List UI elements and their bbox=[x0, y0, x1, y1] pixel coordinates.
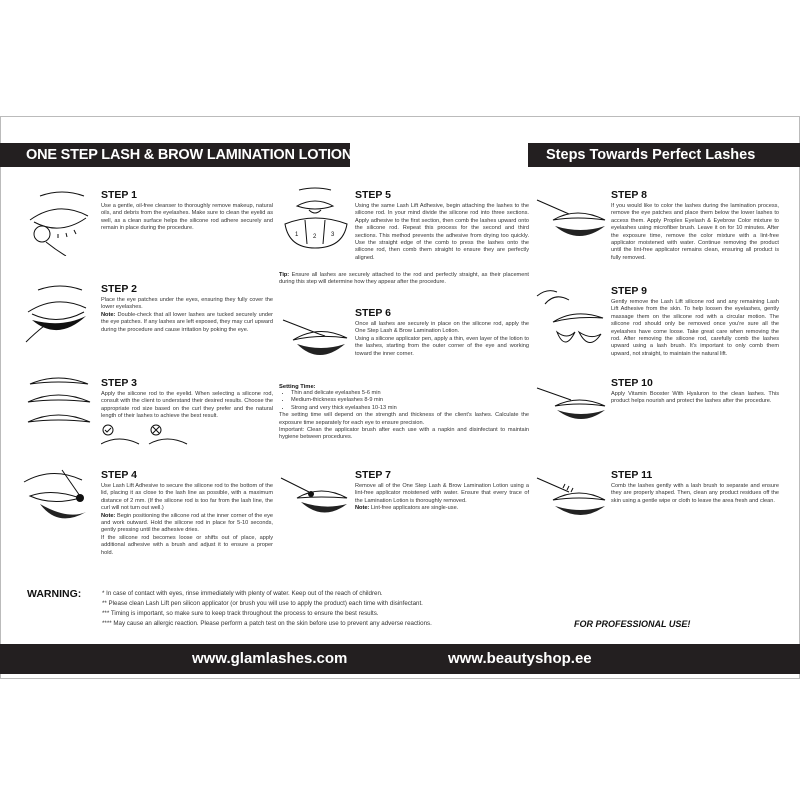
cleansing-eye-illustration bbox=[22, 186, 96, 256]
step-3-title: STEP 3 bbox=[101, 377, 137, 389]
rod-section-1: 1 bbox=[295, 232, 299, 238]
step-5-text: Using the same Lash Lift Adhesive, begin attaching the lashes to the silicone rod. In your mind divide the silicone rod into three sections. Apply adhesive to the first section, then comb the lashes upward onto the silicone rod. Repeat this process for the second and third sections. This method prevents the adhesive from drying too quickly. Use the straight edge of the comb to press the lashes onto the silicone rod, then comb them straight to ensure they are perfectly aligned. bbox=[355, 203, 529, 261]
adhesive-application-illustration bbox=[22, 466, 96, 542]
rod-removal-illustration bbox=[535, 282, 609, 352]
step-1 bbox=[22, 186, 272, 266]
step-6-important: Important: Clean the applicator brush after each use with a napkin and disinfectant to maintain hygiene between procedures. bbox=[279, 427, 529, 441]
lash-coloring-illustration bbox=[535, 186, 609, 252]
step-10-text: Apply Vitamin Booster With Hyaluron to the clean lashes. This product helps nourish and protect the lashes after the procedure. bbox=[611, 391, 779, 405]
lotion-removal-illustration bbox=[279, 466, 353, 532]
step-7-note: Lint-free applicators are single-use. bbox=[370, 505, 459, 512]
step-6-text: Once all lashes are securely in place on the silicone rod, apply the One Step Lash & Brow Lamination Lotion. bbox=[355, 321, 529, 335]
rod-sections-illustration bbox=[279, 186, 353, 256]
step-7 bbox=[279, 466, 529, 546]
step-2-note-label: Note: bbox=[101, 311, 116, 318]
step-2 bbox=[22, 280, 272, 360]
step-5-tip-label: Tip: bbox=[279, 272, 290, 278]
warning-item: * In case of contact with eyes, rinse immediately with plenty of water. Keep out of the reach of children. bbox=[102, 590, 383, 597]
setting-time-item: • Thin and delicate eyelashes 5-6 min bbox=[291, 390, 529, 397]
step-2-text: Place the eye patches under the eyes, ensuring they fully cover the lower eyelashes. bbox=[101, 297, 273, 311]
step-10-title: STEP 10 bbox=[611, 377, 653, 389]
product-title: ONE STEP LASH & BROW LAMINATION LOTION bbox=[0, 143, 350, 167]
step-2-note: Double-check that all lower lashes are tucked securely under the eye patches. If any lashes are left exposed, they may curl upward during the procedure and cause irritation by poking the eye. bbox=[101, 311, 273, 333]
step-3-text: Apply the silicone rod to the eyelid. When selecting a silicone rod, consult with the client to understand their desired results. Choose the appropriate rod size based on the curl they prefer and the natural length of their lashes to achieve the best result. bbox=[101, 391, 273, 420]
step-4-text: Use Lash Lift Adhesive to secure the silicone rod to the bottom of the lid, placing it as close to the lash line as possible, with a maximum distance of 2 mm. (If the silicone rod is too far from the lash line, the curl will not turn out well.) bbox=[101, 483, 273, 512]
warning-item: *** Timing is important, so make sure to keep track throughout the process to ensure the best results. bbox=[102, 610, 379, 617]
footer-bar bbox=[0, 644, 800, 674]
warning-list bbox=[102, 589, 432, 629]
step-4-note-label: Note: bbox=[101, 512, 116, 519]
warning-label: WARNING: bbox=[27, 588, 82, 600]
lash-combing-illustration bbox=[535, 466, 609, 530]
correct-check-icon bbox=[103, 425, 113, 435]
warning-item: ** Please clean Lash Lift pen silicon applicator (or brush you will use to apply the product) each time with disinfectant. bbox=[102, 600, 423, 607]
warning-item: **** May cause an allergic reaction. Please perform a patch test on the skin before use to prevent any adverse reactions. bbox=[102, 620, 432, 627]
step-10 bbox=[535, 374, 779, 444]
professional-use-label: FOR PROFESSIONAL USE! bbox=[574, 619, 691, 629]
step-9-text: Gently remove the Lash Lift silicone rod and any remaining Lash Lift Adhesive from the skin. To help loosen the eyelashes, gently massage them on the silicone rod with a circular motion. The silicone rod should only be removed once you're sure all the eyelashes have come loose. Take great care when removing the rod. After removing the silicone rod, carefully comb the lashes upward using a lash brush. It's important to only comb them upward, not straight, to maintain the natural lift. bbox=[611, 299, 779, 357]
step-8-title: STEP 8 bbox=[611, 189, 647, 201]
rod-section-2: 2 bbox=[313, 234, 317, 240]
footer-link-glamlashes[interactable]: www.glamlashes.com bbox=[192, 650, 348, 667]
step-8-text: If you would like to color the lashes during the lamination process, remove the eye patches and place them below the lower lashes to access them. Apply Proplex Eyelash & Eyebrow Color mixture to eyelashes using microfiber brush. Leave it on for 10 minutes. After the exposure time, remove the color mixture with a lint-free applicator moistened with water. Continue removing the product until the lint-free applicator remains clean, ensuring all product is fully removed. bbox=[611, 203, 779, 261]
step-7-note-label: Note: bbox=[355, 505, 370, 512]
steps-title: Steps Towards Perfect Lashes bbox=[528, 143, 800, 167]
setting-time-item: • Medium-thickness eyelashes 8-9 min bbox=[291, 397, 529, 404]
step-1-text: Use a gentle, oil-free cleanser to thoroughly remove makeup, natural oils, and debris from the eyelashes. Make sure to clean the eyelid as well, as a clean surface helps the silicone rod adhere securely and remain in place during the procedure. bbox=[101, 203, 273, 232]
setting-time-item: • Strong and very thick eyelashes 10-13 min bbox=[291, 405, 529, 412]
step-4-note: Begin positioning the silicone rod at the inner corner of the eye and work outward. Hold the silicone rod in place for 5-10 seconds, gently pressing until the adhesive dries. bbox=[101, 512, 274, 534]
eye-patch-illustration bbox=[22, 280, 96, 350]
step-5-title: STEP 5 bbox=[355, 189, 391, 201]
step-3 bbox=[22, 374, 272, 454]
lotion-application-illustration bbox=[279, 304, 353, 370]
vitamin-booster-illustration bbox=[535, 374, 609, 434]
step-2-title: STEP 2 bbox=[101, 283, 137, 295]
setting-time-text: The setting time will depend on the strength and thickness of the client's lashes. Calculate the exposure time separately for each eye to ensure precision. bbox=[279, 412, 529, 426]
silicone-rods-illustration bbox=[22, 374, 96, 444]
step-5 bbox=[279, 186, 529, 296]
step-1-title: STEP 1 bbox=[101, 189, 137, 201]
step-11-title: STEP 11 bbox=[611, 469, 653, 481]
setting-time-list bbox=[279, 390, 529, 412]
step-4-text2: If the silicone rod becomes loose or shifts out of place, apply additional adhesive with a brush and adjust it to ensure a proper hold. bbox=[101, 534, 273, 556]
step-11 bbox=[535, 466, 779, 536]
step-4 bbox=[22, 466, 272, 576]
step-11-text: Comb the lashes gently with a lash brush to separate and ensure they are properly shaped. Then, clean any product residues off the skin using a gentle wipe or cloth to leave the area fresh and clean. bbox=[611, 483, 779, 504]
step-6 bbox=[279, 304, 529, 454]
step-5-tip: Ensure all lashes are securely attached to the rod and perfectly straight, as their placement during this step will determine how they appear after the procedure. bbox=[279, 272, 529, 286]
step-7-text: Remove all of the One Step Lash & Brow Lamination Lotion using a lint-free applicator moistened with water. Ensure that every trace of the Lamination Lotion is thoroughly removed. bbox=[355, 483, 529, 504]
step-9 bbox=[535, 282, 779, 362]
step-7-title: STEP 7 bbox=[355, 469, 391, 481]
step-6-text2: Using a silicone applicator pen, apply a thin, even layer of the lotion to the lashes, starting from the outer corner of the eye and working toward the inner corner. bbox=[355, 335, 529, 357]
setting-time-title: Setting Time: bbox=[279, 384, 316, 390]
step-8 bbox=[535, 186, 779, 276]
step-9-title: STEP 9 bbox=[611, 285, 647, 297]
rod-section-3: 3 bbox=[331, 232, 335, 238]
step-6-title: STEP 6 bbox=[355, 307, 391, 319]
rod-placement-comparison bbox=[101, 424, 191, 446]
step-4-title: STEP 4 bbox=[101, 469, 137, 481]
footer-link-beautyshop[interactable]: www.beautyshop.ee bbox=[448, 650, 592, 667]
